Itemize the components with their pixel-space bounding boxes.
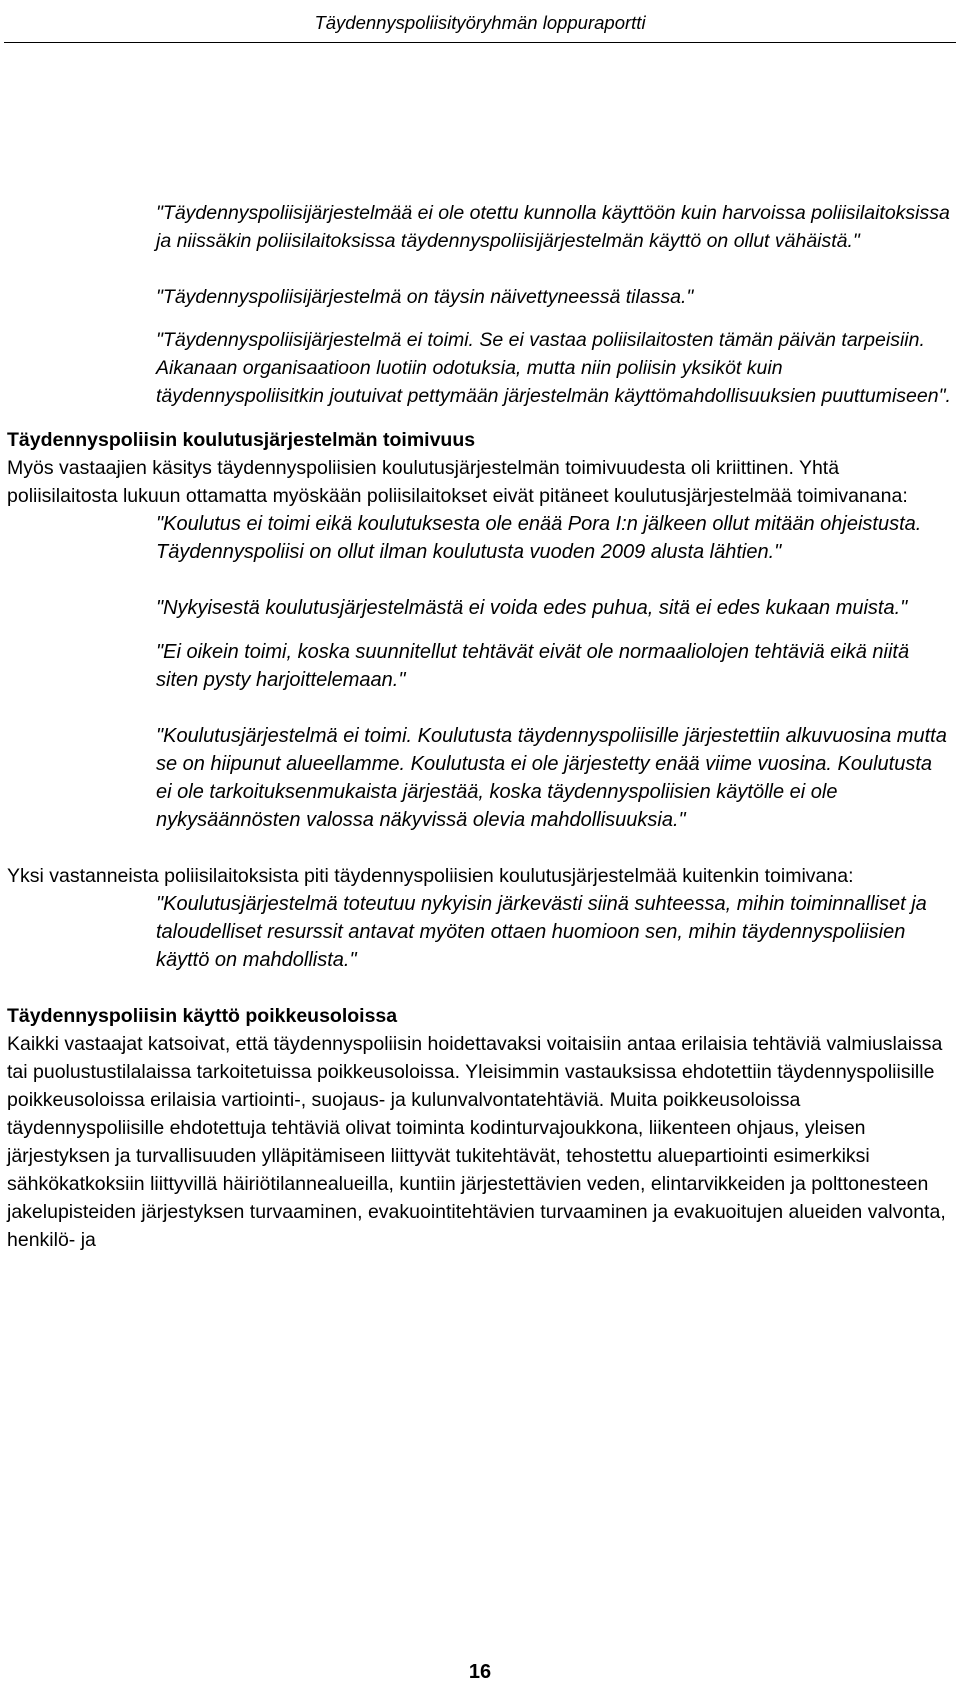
quote-paragraph: "Täydennyspoliisijärjestelmä on täysin näivettyneessä tilassa." [156, 286, 694, 308]
quote-paragraph: "Koulutusjärjestelmä ei toimi. Koulutusta täydennyspoliisille järjestettiin alkuvuosina mutta se on hiipunut alueellamme. Koulutusta ei ole järjestetty enää viime vuosina. Koulutusta ei ole tarkoituksenmukaista järjestää, koska täydennyspoliisien käytölle ei ole nykysäännösten valossa näkyvissä olevia mahdollisuuksia." [156, 725, 947, 831]
body-paragraph: Kaikki vastaajat katsoivat, että täydennyspoliisin hoidettavaksi voitaisiin antaa erilaisia tehtäviä valmiuslaissa tai puolustustilalaissa tarkoitetuissa poikkeusoloissa. Yleisimmin vastauksissa ehdotettiin täydennyspoliisille poikkeusoloissa erilaisia vartiointi-, suojaus- ja kulunvalvontatehtäviä. Muita poikkeusoloissa täydennyspoliisille ehdotettuja tehtäviä olivat toiminta kodinturvajoukkona, liikenteen ohjaus, yleisen järjestyksen ja turvallisuuden ylläpitämiseen liittyvät tukitehtävät, tehostettu aluepartiointi esimerkiksi sähkökatkoksiin liittyvillä häiriötilannealueilla, kuntiin järjestettävien veden, elintarvikkeiden ja polttonesteen jakelupisteiden järjestyksen turvaaminen, evakuointitehtävien turvaaminen ja evakuoitujen alueiden valvonta, henkilö- ja [7, 1033, 946, 1251]
page-body [7, 199, 953, 1254]
quote-paragraph: "Täydennyspoliisijärjestelmää ei ole otettu kunnolla käyttöön kuin harvoissa poliisilaitoksissa ja niissäkin poliisilaitoksissa täydennyspoliisijärjestelmän käyttö on ollut vähäistä." [156, 202, 950, 252]
body-paragraph: Myös vastaajien käsitys täydennyspoliisien koulutusjärjestelmän toimivuudesta oli kriittinen. Yhtä poliisilaitosta lukuun ottamatta myöskään poliisilaitokset eivät pitäneet koulutusjärjestelmää toimivanana: [7, 457, 908, 507]
page-number: 16 [468, 1661, 492, 1683]
quote-paragraph: "Ei oikein toimi, koska suunnitellut tehtävät eivät ole normaaliolojen tehtäviä eikä niitä siten pysty harjoittelemaan." [156, 641, 910, 691]
header-rule [4, 42, 956, 43]
section-heading: Täydennyspoliisin käyttö poikkeusoloissa [7, 1005, 398, 1027]
running-header: Täydennyspoliisityöryhmän loppuraportti [314, 12, 646, 33]
quote-paragraph: "Täydennyspoliisijärjestelmä ei toimi. Se ei vastaa poliisilaitosten tämän päivän tarpeisiin. Aikanaan organisaatioon luotiin odotuksia, mutta niin poliisin yksiköt kuin täydennyspoliisitkin joutuivat pettymään järjestelmän käyttömahdollisuuksien puuttumiseen". [156, 329, 951, 407]
quote-paragraph: "Nykyisestä koulutusjärjestelmästä ei voida edes puhua, sitä ei edes kukaan muista." [156, 597, 908, 619]
quote-paragraph: "Koulutus ei toimi eikä koulutuksesta ole enää Pora I:n jälkeen ollut mitään ohjeistusta. Täydennyspoliisi on ollut ilman koulutusta vuoden 2009 alusta lähtien." [156, 513, 922, 563]
body-paragraph: Yksi vastanneista poliisilaitoksista piti täydennyspoliisien koulutusjärjestelmää kuitenkin toimivana: [7, 865, 854, 887]
quote-paragraph: "Koulutusjärjestelmä toteutuu nykyisin järkevästi siinä suhteessa, mihin toiminnalliset ja taloudelliset resurssit antavat myöten ottaen huomioon sen, mihin täydennyspoliisien käyttö on mahdollista." [156, 893, 927, 971]
section-heading: Täydennyspoliisin koulutusjärjestelmän toimivuus [7, 429, 476, 451]
